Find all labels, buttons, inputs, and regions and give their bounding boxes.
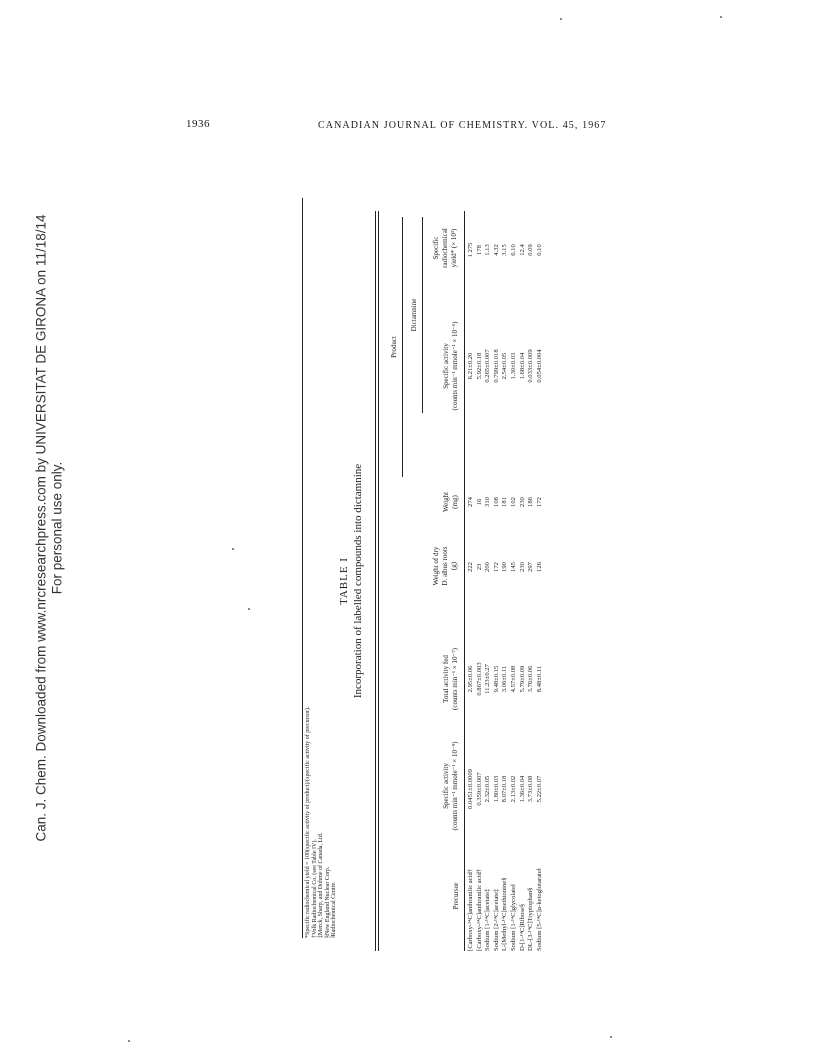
scan-speck — [720, 16, 722, 18]
cell-root-weight: 222 — [467, 562, 474, 572]
cell-dictamnine-activity: 2.54±0.05 — [501, 352, 509, 380]
footnote: ‖Radiochemical Centre. — [331, 881, 338, 938]
table-row — [484, 211, 493, 951]
cell-product-weight: 172 — [535, 497, 543, 507]
cell-dictamnine-activity: 6.21±0.20 — [467, 352, 474, 380]
table-title: TABLE I — [338, 557, 350, 605]
footnote: *Specific radiochemical yield = 100(specific activity of product)/(specific activity of precursor). — [305, 706, 311, 938]
header-radiochemical — [432, 211, 459, 285]
scan-speck — [232, 548, 234, 550]
cell-total-activity: 0.867±0.003 — [475, 662, 483, 696]
cell-product-weight: 310 — [484, 497, 492, 507]
cell-specific-activity: 1.36±0.04 — [518, 775, 526, 803]
table-footnotes — [305, 707, 338, 938]
scan-speck — [128, 1040, 130, 1042]
cell-product-weight: 108 — [492, 497, 500, 507]
cell-product-weight: 16 — [475, 498, 483, 506]
scan-speck — [610, 1036, 612, 1038]
cell-radiochemical-yield: 4.32 — [492, 244, 500, 256]
cell-specific-activity: 3.73±0.08 — [527, 775, 535, 803]
footnote: †Volk Radiochemical Co. (see Table IV). — [311, 839, 318, 938]
cell-radiochemical-yield: 3.15 — [501, 244, 509, 256]
cell-precursor: Sodium [1-¹⁴C]acetate‡ — [484, 888, 492, 951]
cell-specific-activity: 0.0451±0.0009 — [467, 769, 474, 809]
table-bottom-rule — [302, 198, 303, 938]
header-product: Product — [390, 336, 398, 358]
cell-specific-activity: 1.80±0.03 — [492, 775, 500, 803]
cell-product-weight: 186 — [527, 497, 535, 507]
cell-total-activity: 3.76±0.06 — [527, 665, 535, 693]
scan-speck — [560, 18, 562, 20]
cell-dictamnine-activity: 0.033±0.009 — [527, 349, 535, 383]
header-total-activity — [442, 621, 460, 737]
cell-product-weight: 274 — [467, 497, 474, 507]
cell-total-activity: 5.79±0.09 — [518, 665, 526, 693]
cell-root-weight: 190 — [501, 562, 509, 572]
cell-product-weight: 230 — [518, 497, 526, 507]
header-weight-dry — [432, 531, 459, 601]
cell-precursor: Sodium [1-¹⁴C]glycolate‖ — [510, 884, 517, 951]
header-weight-dry-line3: (g) — [450, 561, 458, 571]
cell-radiochemical-yield: 0.10 — [535, 244, 543, 256]
cell-specific-activity: 0.359±0.007 — [475, 772, 483, 806]
download-watermark — [0, 0, 100, 1056]
header-product-rule — [402, 217, 403, 477]
watermark-line-1: Can. J. Chem. Downloaded from www.nrcresearchpress.com by UNIVERSITAT DE GIRONA on 11/18/14 — [33, 214, 49, 842]
footnotes-frame — [302, 198, 342, 938]
cell-root-weight: 172 — [492, 562, 500, 572]
table-row — [501, 211, 510, 951]
header-weight-dry-line2: D. albus roots — [441, 546, 449, 586]
cell-radiochemical-yield: 178 — [475, 245, 483, 255]
cell-specific-activity: 8.07±0.18 — [501, 775, 509, 803]
cell-root-weight: 230 — [518, 562, 526, 572]
cell-specific-activity: 5.22±0.07 — [535, 775, 543, 803]
header-weight-line2: (mg) — [451, 495, 459, 509]
header-weight-line1: Weight — [442, 491, 450, 513]
table-row — [510, 211, 519, 951]
cell-total-activity: 3.06±0.11 — [501, 665, 509, 693]
cell-dictamnine-activity: 1.30±0.03 — [510, 352, 517, 380]
cell-radiochemical-yield: 1.13 — [484, 244, 492, 256]
table-row — [467, 211, 476, 951]
table-top-rule-2 — [378, 211, 379, 951]
header-total-activity-line2: (counts min⁻¹ × 10⁻⁷) — [451, 648, 459, 710]
header-weight-dry-line1: Weight of dry — [432, 546, 440, 586]
cell-radiochemical-yield: 12.4 — [518, 244, 526, 256]
cell-dictamnine-activity: 1.68±0.04 — [518, 352, 526, 380]
table-top-rule — [375, 211, 376, 951]
header-bottom-rule — [464, 211, 465, 951]
cell-dictamnine-activity: 0.265±0.007 — [484, 349, 492, 383]
watermark-line-2: For personal use only. — [49, 461, 65, 595]
table-row — [519, 211, 528, 951]
header-total-activity-line1: Total activity fed — [442, 655, 450, 703]
footnote: §New England Nuclear Corp. — [324, 866, 331, 938]
cell-product-weight: 181 — [501, 497, 509, 507]
cell-dictamnine-activity: 0.799±0.018 — [492, 349, 500, 383]
table-row — [536, 211, 545, 951]
cell-radiochemical-yield: 6.10 — [510, 244, 517, 256]
cell-precursor: [Carboxy-¹⁴C]anthranilic acid† — [475, 868, 483, 951]
cell-precursor: DL-[3-¹⁴C]Tryptophan§ — [527, 887, 535, 951]
table-row — [493, 211, 502, 951]
cell-total-activity: 11.23±0.27 — [484, 664, 492, 694]
header-dictamnine-rule — [422, 217, 423, 413]
header-specific-activity-line1: Specific activity — [442, 763, 450, 809]
cell-dictamnine-activity: 5.92±0.18 — [475, 352, 483, 380]
cell-dictamnine-activity: 0.054±0.004 — [535, 349, 543, 383]
header-radiochemical-line1: Specific — [432, 236, 440, 260]
cell-specific-activity: 2.13±0.02 — [510, 775, 517, 803]
cell-root-weight: 145 — [510, 562, 517, 572]
cell-total-activity: 8.48±0.11 — [535, 665, 543, 693]
header-weight — [442, 477, 460, 527]
cell-total-activity: 2.95±0.06 — [467, 665, 474, 693]
cell-total-activity: 4.57±0.08 — [510, 665, 517, 693]
cell-precursor: [Carboxy-¹⁴C]anthranilic acid† — [467, 868, 474, 951]
cell-precursor: L-[Methyl-¹⁴C]methionine§ — [501, 877, 509, 951]
footnote: ‡Merck, Sharp, and Dohme of Canada, Ltd. — [318, 832, 325, 938]
table-row — [527, 211, 536, 951]
cell-root-weight: 200 — [484, 562, 492, 572]
cell-product-weight: 102 — [510, 497, 517, 507]
page-number: 1936 — [186, 118, 210, 130]
header-precursor: Precursor — [452, 882, 460, 910]
table-row — [476, 211, 485, 951]
header-dict-specific-line1: Specific activity — [442, 343, 450, 389]
rotated-table — [338, 211, 543, 951]
header-specific-activity-line2: (counts min⁻¹ mmole⁻¹ × 10⁻⁹) — [451, 741, 459, 831]
cell-total-activity: 9.48±0.15 — [492, 665, 500, 693]
header-dictamnine: Dictamnine — [410, 298, 418, 332]
header-radiochemical-line3: yield* (× 10³) — [450, 228, 458, 268]
running-head: CANADIAN JOURNAL OF CHEMISTRY. VOL. 45, 1967 — [318, 120, 607, 131]
cell-root-weight: 126 — [535, 562, 543, 572]
header-radiochemical-line2: radiochemical — [441, 228, 449, 268]
cell-root-weight: 23 — [475, 563, 483, 571]
cell-radiochemical-yield: 1 275 — [467, 242, 474, 258]
cell-radiochemical-yield: 0.09 — [527, 244, 535, 256]
cell-root-weight: 297 — [527, 562, 535, 572]
scan-speck — [248, 608, 250, 610]
cell-precursor: Sodium [2-¹⁴C]acetate‡ — [492, 888, 500, 951]
cell-precursor: D-[1-¹⁴C]Ribose§ — [518, 903, 526, 951]
header-specific-activity — [442, 731, 460, 841]
table-caption: Incorporation of labelled compounds into dictamnine — [352, 463, 364, 699]
header-dict-specific-line2: (counts min⁻¹ mmole⁻¹ × 10⁻⁶) — [451, 321, 459, 411]
header-dict-specific — [442, 301, 460, 431]
cell-precursor: Sodium [5-¹⁴C]α-ketoglutarate‖ — [535, 868, 543, 951]
cell-specific-activity: 2.32±0.05 — [484, 775, 492, 803]
